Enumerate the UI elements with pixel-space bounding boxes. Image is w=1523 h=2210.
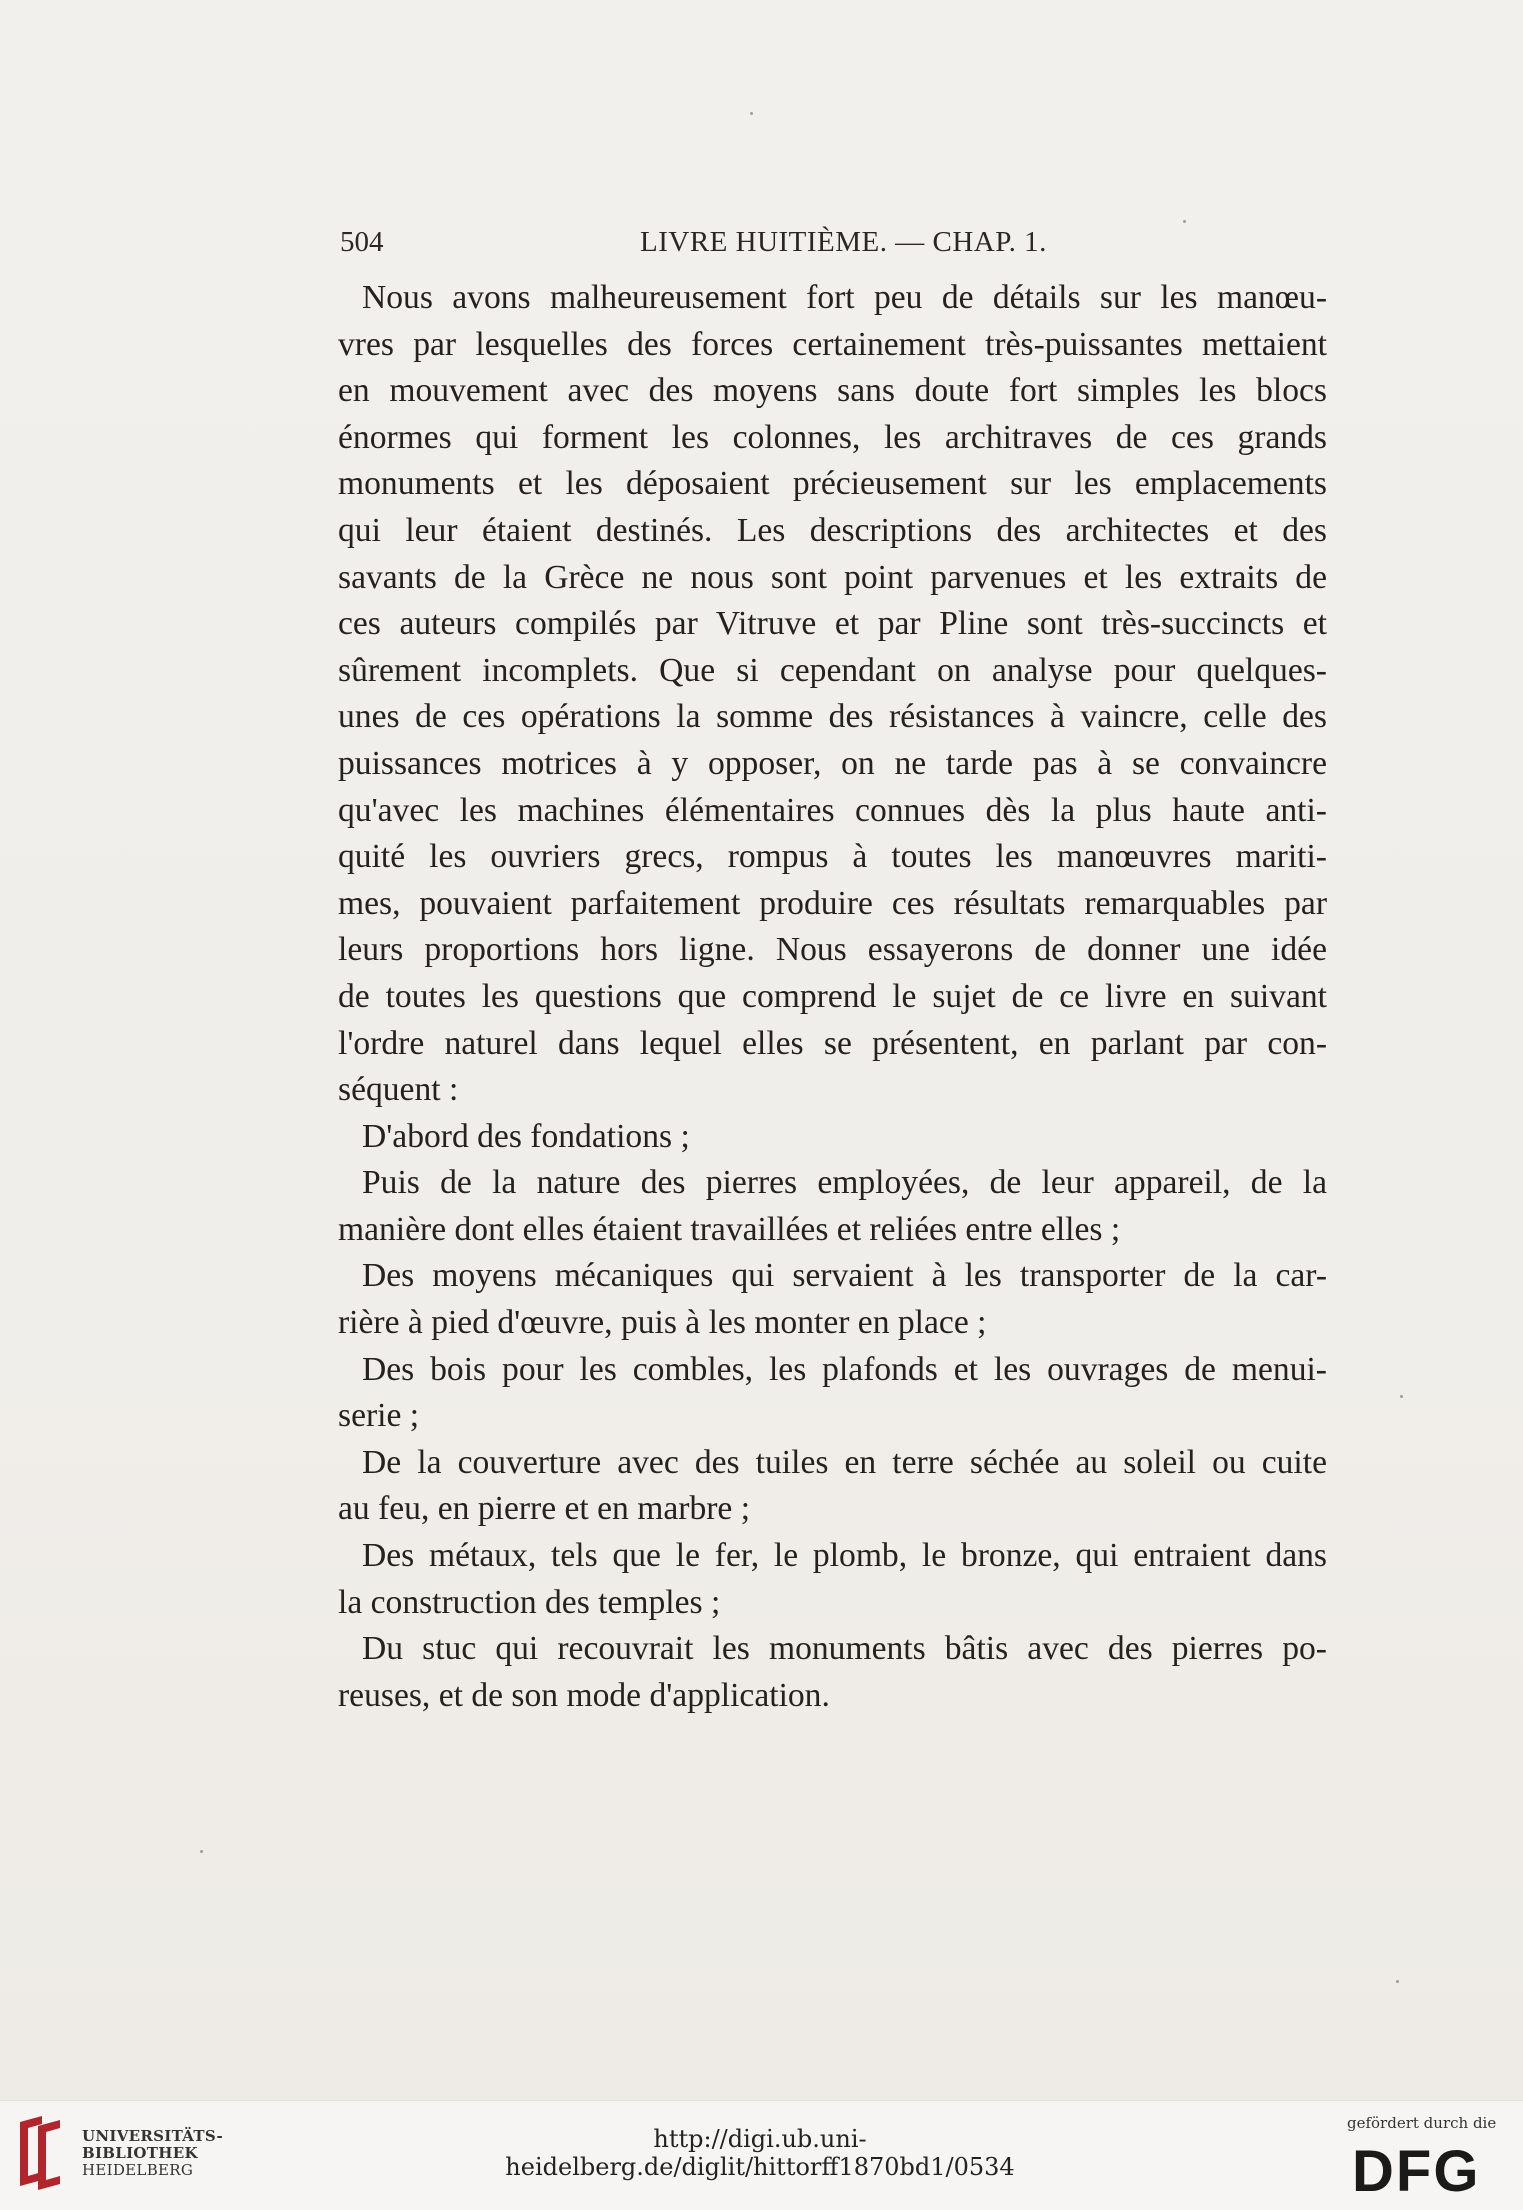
text-line: de toutes les questions que comprend le sujet de ce livre en suivant	[338, 977, 1327, 1015]
scan-speck	[1400, 1395, 1403, 1398]
library-name	[82, 2128, 223, 2179]
text-line: sûrement incomplets. Que si cependant on analyse pour quelques-	[338, 651, 1327, 689]
text-line: savants de la Grèce ne nous sont point parvenues et les extraits de	[338, 558, 1327, 596]
text-line: serie ;	[338, 1397, 420, 1435]
text-line: Des métaux, tels que le fer, le plomb, le bronze, qui entraient dans	[362, 1537, 1327, 1575]
scan-speck	[1396, 1980, 1399, 1983]
text-line: Puis de la nature des pierres employées, de leur appareil, de la	[362, 1164, 1327, 1202]
text-line: qui leur étaient destinés. Les descriptions des architectes et des	[338, 511, 1327, 549]
text-line: Des bois pour les combles, les plafonds et les ouvrages de menui-	[362, 1350, 1327, 1388]
text-line: au feu, en pierre et en marbre ;	[338, 1490, 751, 1528]
text-line: De la couverture avec des tuiles en terre séchée au soleil ou cuite	[362, 1443, 1327, 1481]
library-name-line: BIBLIOTHEK	[82, 2144, 198, 2162]
text-line: puissances motrices à y opposer, on ne tarde pas à se convaincre	[338, 744, 1327, 782]
dfg-logo: DFG	[1352, 2139, 1481, 2204]
text-line: Du stuc qui recouvrait les monuments bâtis avec des pierres po-	[362, 1630, 1327, 1668]
text-line: rière à pied d'œuvre, puis à les monter en place ;	[338, 1304, 987, 1342]
text-line: quité les ouvriers grecs, rompus à toutes les manœuvres mariti-	[338, 838, 1327, 876]
funding-caption: gefördert durch die	[1347, 2114, 1497, 2132]
library-name-line: HEIDELBERG	[82, 2161, 194, 2179]
text-line: énormes qui forment les colonnes, les architraves de ces grands	[338, 418, 1327, 456]
text-line: Nous avons malheureusement fort peu de détails sur les manœu-	[362, 279, 1327, 316]
page-header	[340, 226, 1327, 266]
scan-speck	[1183, 220, 1186, 223]
text-line: mes, pouvaient parfaitement produire ces résultats remarquables par	[338, 884, 1327, 922]
text-line: l'ordre naturel dans lequel elles se présentent, en parlant par con-	[338, 1024, 1327, 1062]
text-line: séquent :	[338, 1071, 459, 1109]
running-head: LIVRE HUITIÈME. — CHAP. 1.	[640, 226, 1047, 258]
text-line: leurs proportions hors ligne. Nous essayerons de donner une idée	[338, 931, 1327, 969]
text-line: unes de ces opérations la somme des résistances à vaincre, celle des	[338, 698, 1327, 736]
scan-speck	[200, 1850, 203, 1853]
text-line: Des moyens mécaniques qui servaient à les transporter de la car-	[362, 1257, 1327, 1295]
text-line: la construction des temples ;	[338, 1583, 721, 1621]
text-line: ces auteurs compilés par Vitruve et par Pline sont très-succincts et	[338, 605, 1327, 643]
text-line: qu'avec les machines élémentaires connues dès la plus haute anti-	[338, 791, 1327, 829]
university-library-logo-icon	[16, 2114, 64, 2194]
text-line: reuses, et de son mode d'application.	[338, 1676, 830, 1714]
text-line: monuments et les déposaient précieusement sur les emplacements	[338, 465, 1327, 503]
library-name-line: UNIVERSITÄTS-	[82, 2127, 224, 2145]
text-line: en mouvement avec des moyens sans doute fort simples les blocs	[338, 372, 1327, 410]
text-line: manière dont elles étaient travaillées et reliées entre elles ;	[338, 1210, 1121, 1248]
text-line: D'abord des fondations ;	[362, 1117, 690, 1155]
page-number: 504	[340, 226, 384, 258]
scan-speck	[750, 112, 753, 115]
body-text	[338, 275, 1327, 1719]
text-line: vres par lesquelles des forces certainement très-puissantes mettaient	[338, 325, 1327, 363]
permalink-url[interactable]: http://digi.ub.uni-heidelberg.de/diglit/hittorff1870bd1/0534	[505, 2125, 1015, 2181]
